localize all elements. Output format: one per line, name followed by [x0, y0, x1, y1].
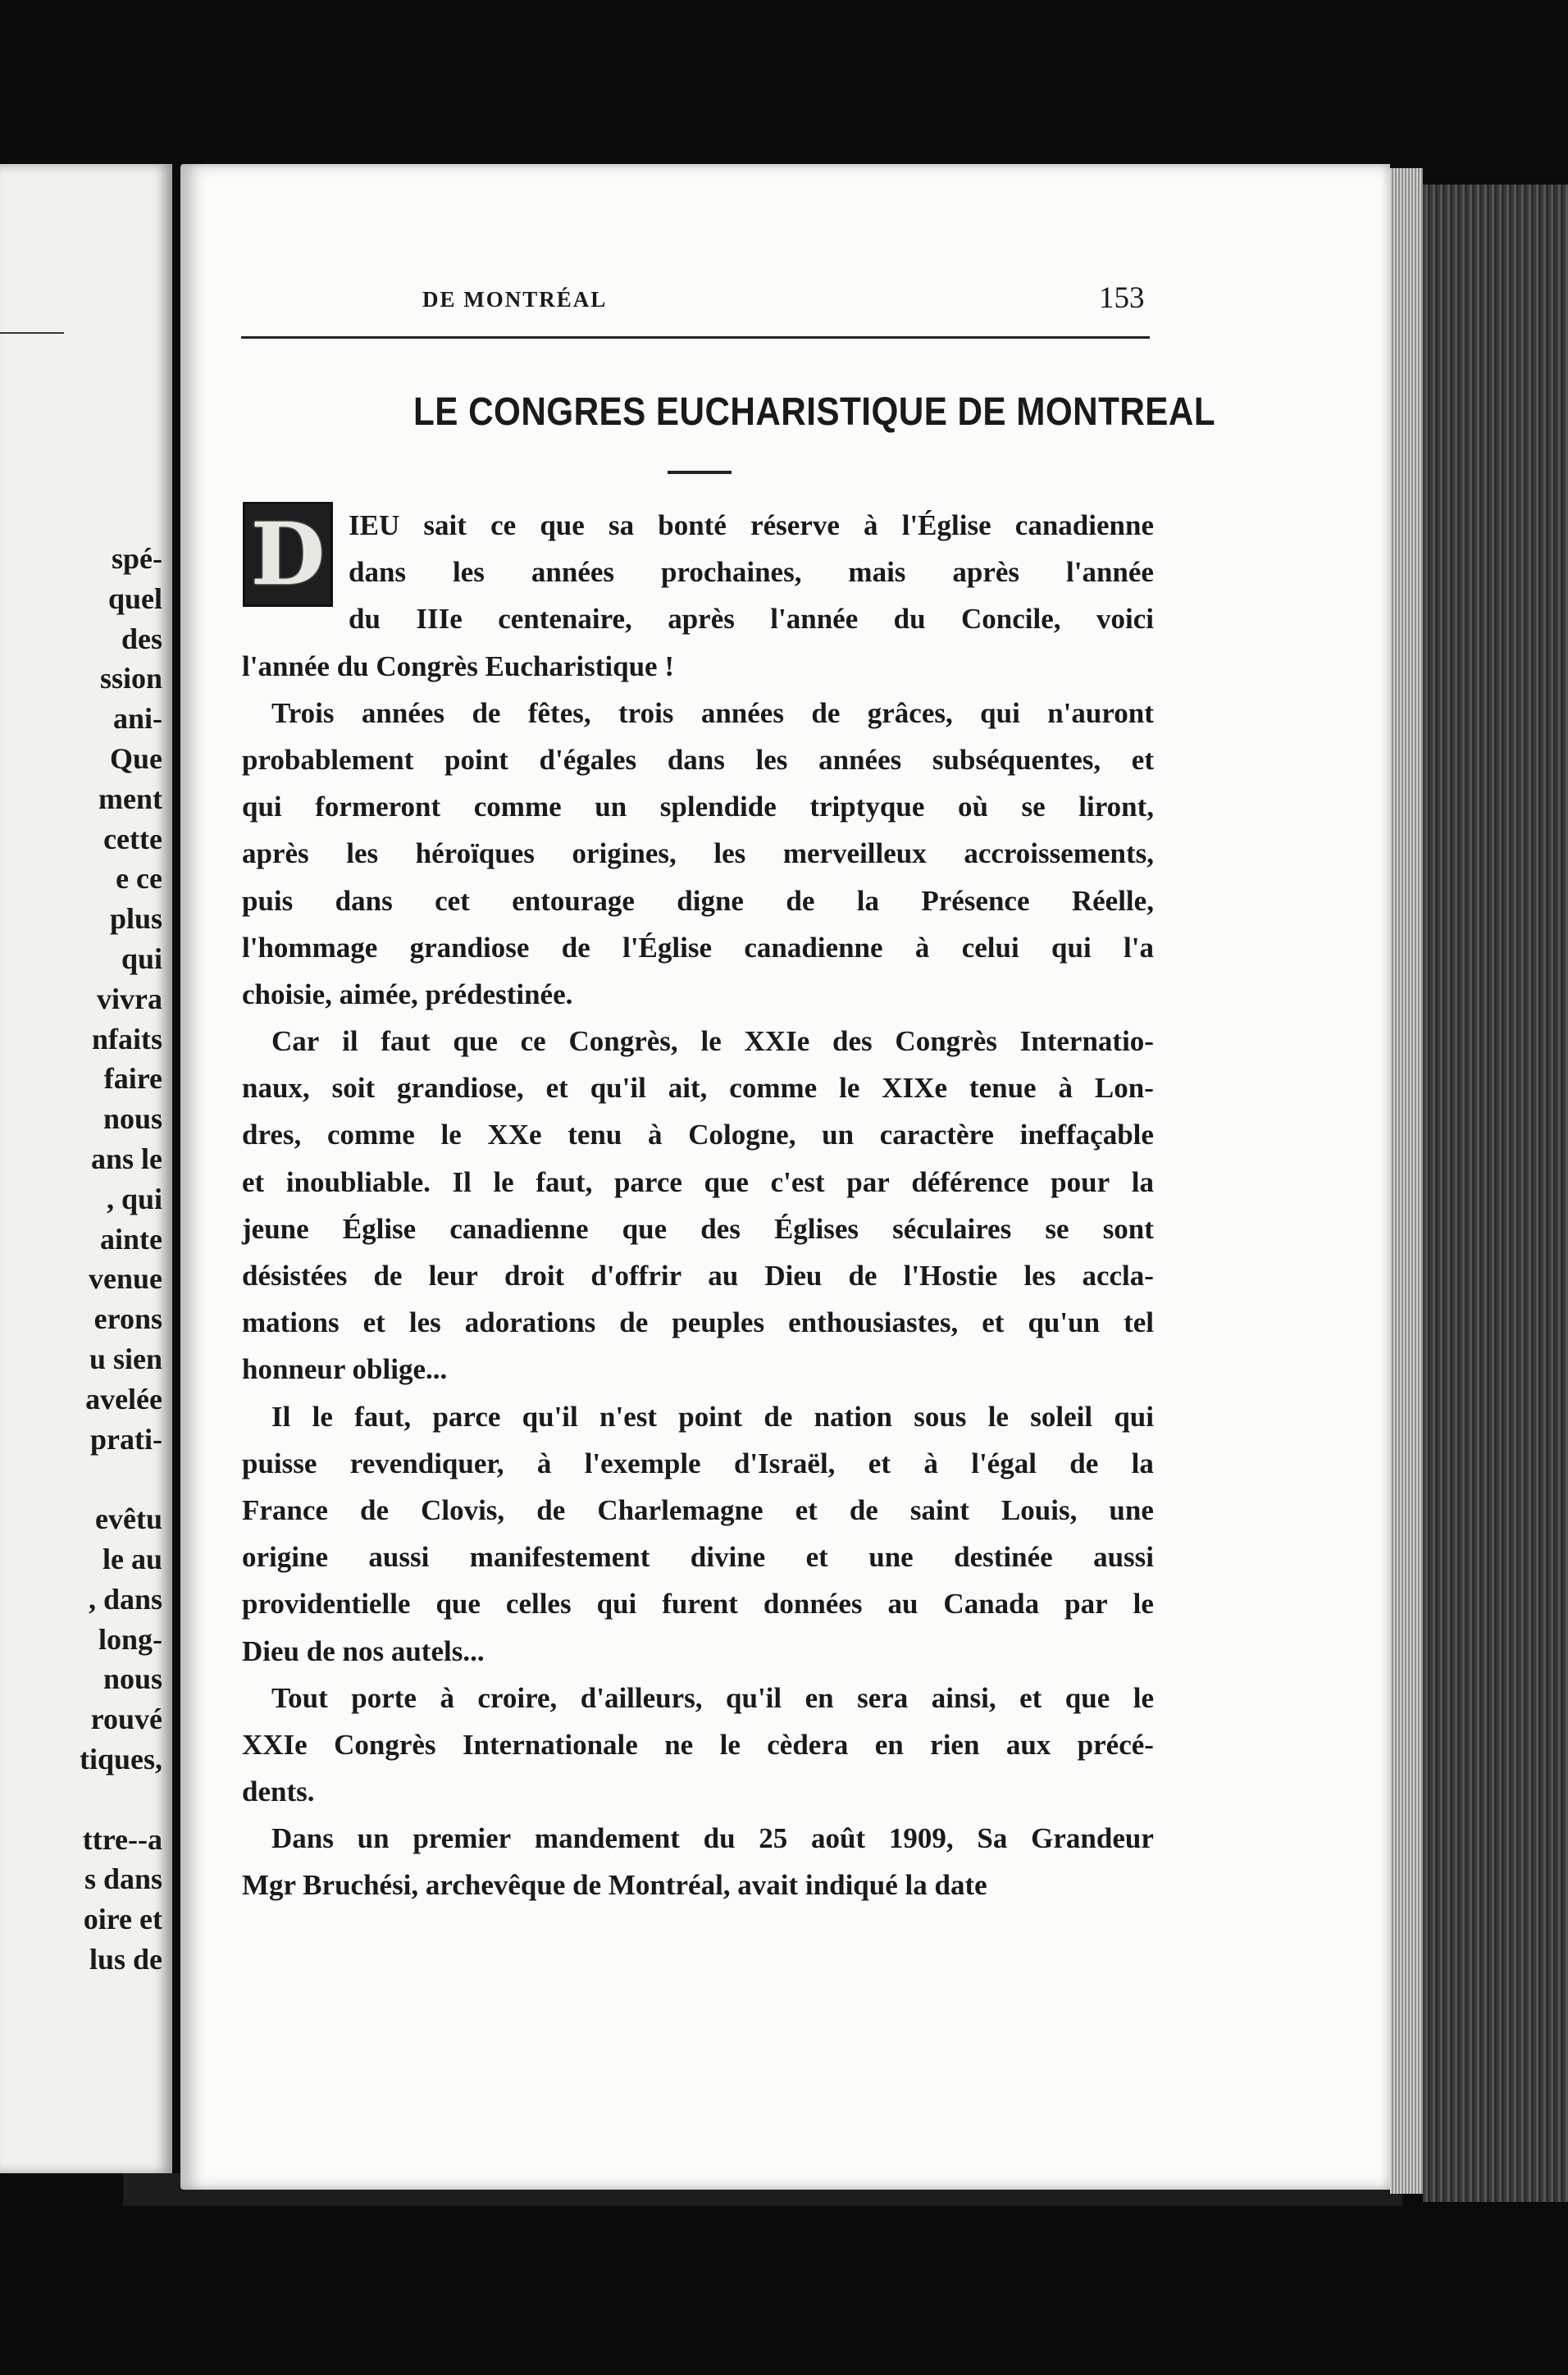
- previous-page-line: long-: [98, 1622, 162, 1656]
- paragraph-4-line: Dieu de nos autels...: [242, 1634, 485, 1667]
- paragraph-2-line: puis dans cet entourage digne de la Présence Réelle,: [242, 884, 1154, 917]
- paragraph-2-line: l'hommage grandiose de l'Église canadienne à celui qui l'a: [242, 931, 1154, 964]
- previous-page-line: , dans: [88, 1582, 162, 1616]
- previous-page-line: ani-: [112, 702, 162, 736]
- previous-page-line: ssion: [99, 662, 162, 695]
- previous-page-line: avelée: [85, 1382, 162, 1415]
- previous-page-line: quel: [107, 581, 162, 615]
- previous-page-line: nous: [103, 1102, 162, 1136]
- previous-page-line: ment: [98, 782, 162, 815]
- page-stack-edge: [1390, 168, 1423, 2194]
- paragraph-3-line: jeune Église canadienne que des Églises séculaires se sont: [242, 1212, 1154, 1245]
- previous-page-rule: [0, 332, 64, 334]
- previous-page-line: [80, 1780, 162, 1820]
- previous-page-line: [80, 1459, 162, 1499]
- previous-page-line: oire et: [83, 1903, 162, 1936]
- paragraph-3-line: désistées de leur droit d'offrir au Dieu de l'Hostie les accla-: [242, 1260, 1154, 1292]
- paragraph-2-line: choisie, aimée, prédestinée.: [242, 978, 573, 1010]
- previous-page-line: Que: [109, 741, 162, 775]
- paragraph-1-line: du IIIe centenaire, après l'année du Concile, voici: [349, 603, 1154, 636]
- paragraph-3-line: dres, comme le XXe tenu à Cologne, un caractère ineffaçable: [242, 1119, 1154, 1151]
- paragraph-6-line: Mgr Bruchési, archevêque de Montréal, avait indiqué la date: [242, 1869, 987, 1902]
- previous-page-line: vivra: [97, 982, 162, 1015]
- paragraph-3-line: mations et les adorations de peuples enthousiastes, et qu'un tel: [242, 1306, 1154, 1339]
- header-rule: [241, 336, 1150, 339]
- title-rule: [668, 471, 732, 474]
- previous-page-line: ttre--a: [82, 1822, 162, 1856]
- paragraph-3-line: honneur oblige...: [242, 1353, 448, 1386]
- paragraph-4-line: France de Clovis, de Charlemagne et de saint Louis, une: [242, 1493, 1154, 1526]
- paragraph-3-line: naux, soit grandiose, et qu'il ait, comme le XIXe tenue à Lon-: [242, 1072, 1154, 1105]
- previous-page-line: , qui: [106, 1182, 162, 1215]
- previous-page: [0, 164, 172, 2173]
- previous-page-line: qui: [121, 941, 162, 975]
- previous-page-line: faire: [103, 1062, 162, 1096]
- previous-page-line: e ce: [116, 862, 162, 896]
- paragraph-4-line: puisse revendiquer, à l'exemple d'Israël, et à l'égal de la: [242, 1447, 1154, 1479]
- paragraph-5-line: Tout porte à croire, d'ailleurs, qu'il en sera ainsi, et que le: [271, 1681, 1154, 1714]
- previous-page-line: evêtu: [95, 1502, 162, 1536]
- paragraph-5-line: dents.: [242, 1776, 315, 1808]
- paragraph-1-line: dans les années prochaines, mais après l'année: [349, 556, 1154, 589]
- book-spine-edge: [1423, 185, 1568, 2202]
- paragraph-2-line: probablement point d'égales dans les années subséquentes, et: [242, 743, 1154, 776]
- paragraph-1-line: IEU sait ce que sa bonté réserve à l'Église canadienne: [349, 509, 1154, 541]
- previous-page-line: nous: [103, 1662, 162, 1696]
- previous-page-line: cette: [103, 822, 162, 855]
- previous-page-line: spé-: [112, 542, 162, 575]
- previous-page-line: venue: [89, 1262, 162, 1296]
- page-number: 153: [1099, 281, 1145, 315]
- paragraph-3-line: Car il faut que ce Congrès, le XXIe des Congrès Internatio-: [271, 1025, 1154, 1058]
- previous-page-line: lus de: [89, 1942, 162, 1976]
- running-head: DE MONTRÉAL: [422, 287, 608, 312]
- paragraph-3-line: et inoubliable. Il le faut, parce que c'est par déférence pour la: [242, 1165, 1154, 1198]
- previous-page-line: prati-: [90, 1422, 162, 1456]
- previous-page-line: ainte: [100, 1222, 162, 1256]
- previous-page-line: u sien: [89, 1342, 162, 1375]
- article-title: LE CONGRES EUCHARISTIQUE DE MONTREAL: [413, 390, 1216, 434]
- paragraph-5-line: XXIe Congrès Internationale ne le cèdera en rien aux précé-: [242, 1728, 1154, 1761]
- previous-page-line: ans le: [90, 1142, 162, 1175]
- previous-page-text: [80, 539, 162, 1980]
- previous-page-line: rouvé: [90, 1703, 162, 1736]
- drop-cap-letter: D: [250, 504, 326, 604]
- paragraph-2-line: Trois années de fêtes, trois années de grâces, qui n'auront: [271, 696, 1154, 729]
- previous-page-line: tiques,: [79, 1742, 162, 1776]
- paragraph-1-line: l'année du Congrès Eucharistique !: [242, 650, 674, 682]
- paragraph-2-line: qui formeront comme un splendide triptyque où se liront,: [242, 791, 1154, 823]
- previous-page-line: plus: [109, 902, 162, 936]
- previous-page-line: le au: [102, 1542, 162, 1575]
- paragraph-4-line: providentielle que celles qui furent données au Canada par le: [242, 1588, 1154, 1621]
- previous-page-line: s dans: [84, 1862, 162, 1896]
- previous-page-line: des: [121, 622, 162, 655]
- previous-page-line: erons: [93, 1302, 162, 1336]
- paragraph-6-line: Dans un premier mandement du 25 août 1909, Sa Grandeur: [271, 1822, 1154, 1855]
- paragraph-2-line: après les héroïques origines, les merveilleux accroissements,: [242, 837, 1154, 870]
- article-body: [242, 502, 1154, 1909]
- paragraph-4-line: Il le faut, parce qu'il n'est point de nation sous le soleil qui: [271, 1400, 1154, 1433]
- paragraph-4-line: origine aussi manifestement divine et une destinée aussi: [242, 1541, 1154, 1574]
- previous-page-line: nfaits: [91, 1022, 162, 1055]
